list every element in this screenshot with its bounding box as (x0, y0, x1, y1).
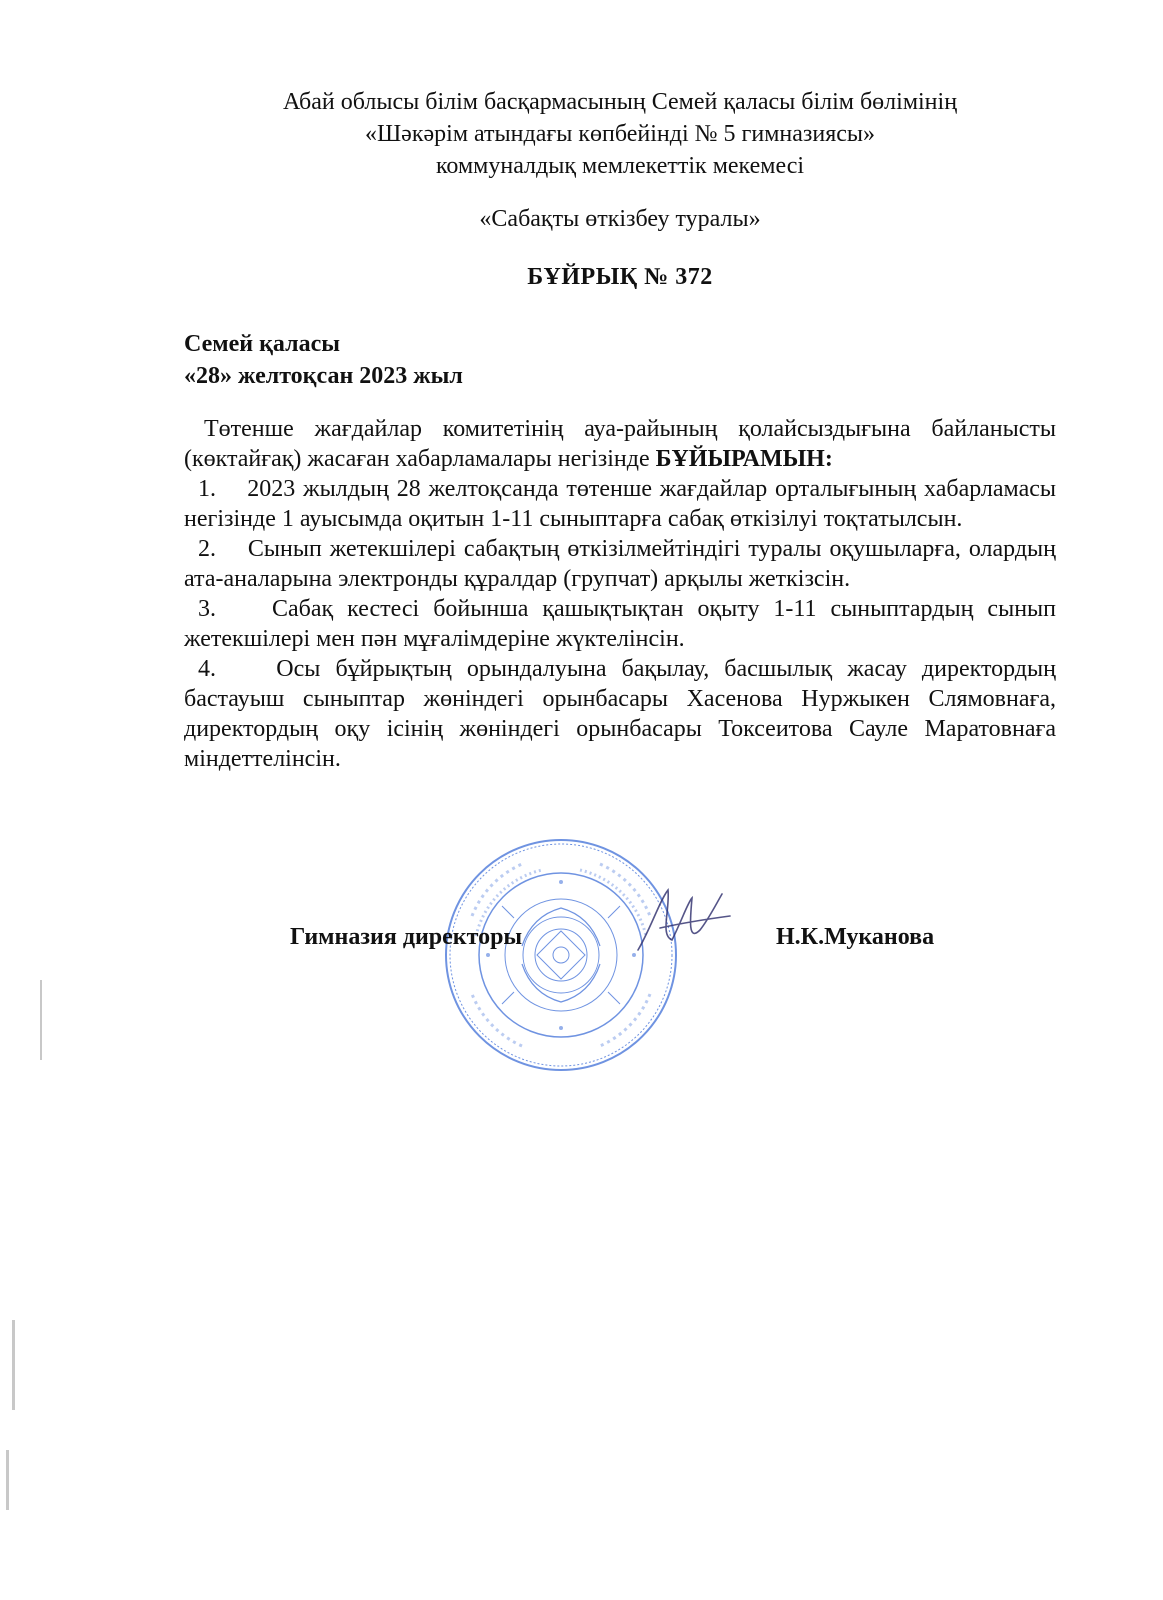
item-text: Сабақ кестесі бойынша қашықтықтан оқыту 1-11 сыныптардың сынып жетекшілері мен пән мұғалімдеріне жүктелінсін. (184, 596, 1057, 652)
list-item (184, 534, 1056, 594)
date: «28» желтоқсан 2023 жыл (184, 363, 463, 389)
header-line-3: коммуналдық мемлекеттік мекемесі (435, 153, 805, 179)
intro-emphasis: БҰЙЫРАМЫН: (655, 446, 833, 472)
order-subject: «Сабақты өткізбеу туралы» (479, 206, 761, 232)
intro-text: Төтенше жағдайлар комитетінің ауа-райының қолайсыздығына байланысты (көктайғақ) жасаған хабарламалары негізінде (184, 416, 1056, 472)
intro-paragraph (184, 414, 1056, 474)
list-item (184, 654, 1056, 774)
handwritten-signature-icon (630, 880, 740, 960)
item-text: Сынып жетекшілері сабақтың өткізілмейтіндігі туралы оқушыларға, олардың ата-аналарына электронды құралдар (групчат) арқылы жеткізсін. (184, 536, 1057, 592)
place-date-block (184, 328, 463, 392)
scan-artifact (6, 1450, 9, 1510)
scan-artifact (40, 980, 42, 1060)
list-item (184, 594, 1056, 654)
organization-header (180, 86, 1060, 182)
item-number: 2. (198, 536, 216, 562)
item-text: Осы бұйрықтың орындалуына бақылау, басшылық жасау директордың бастауыш сыныптар жөніндегі орынбасары Хасенова Нуржыкен Слямовнаға, директордың оқу ісінің жөніндегі орынбасары Токсеитова Сауле Маратовнаға міндеттелінсін. (184, 656, 1056, 772)
signature-title: Гимназия директоры (290, 924, 523, 950)
signature-name: Н.К.Муканова (776, 924, 935, 950)
header-line-2: «Шәкәрім атындағы көпбейінді № 5 гимназиясы» (364, 121, 876, 147)
item-number: 4. (198, 656, 216, 682)
item-number: 1. (198, 476, 216, 502)
item-text: 2023 жылдың 28 желтоқсанда төтенше жағдайлар орталығының хабарламасы негізінде 1 ауысымда оқитын 1-11 сыныптарға сабақ өткізілуі тоқтатылсын. (184, 476, 1057, 532)
list-item (184, 474, 1056, 534)
item-number: 3. (198, 596, 216, 622)
place: Семей қаласы (184, 331, 340, 357)
order-title: БҰЙРЫҚ № 372 (527, 264, 713, 290)
order-body (184, 414, 1056, 774)
scan-artifact (12, 1320, 15, 1410)
header-line-1: Абай облысы білім басқармасының Семей қаласы білім бөлімінің (282, 89, 958, 115)
